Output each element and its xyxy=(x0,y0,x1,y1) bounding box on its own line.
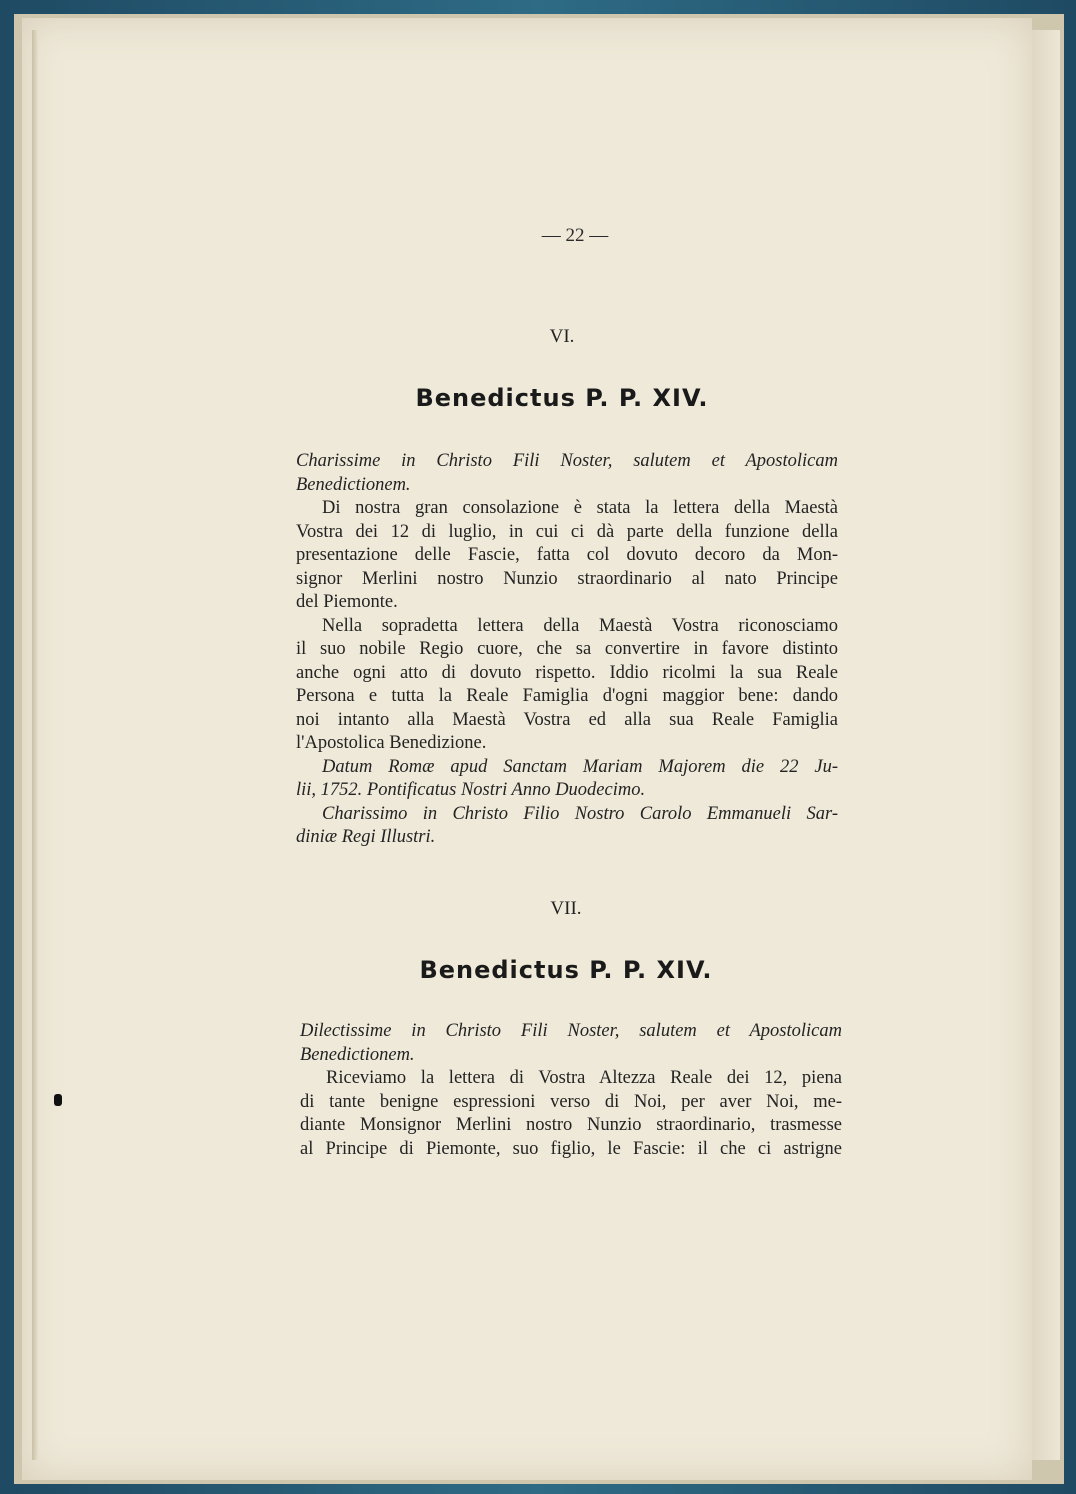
letter-vii-heading: Benedictus P. P. XIV. xyxy=(419,956,713,984)
section-number-vi: VI. xyxy=(549,326,575,347)
salutation-line: Dilectissime in Christo Fili Noster, salutem et Apostolicam xyxy=(300,1021,842,1041)
paragraph-line: Riceviamo la lettera di Vostra Altezza Reale dei 12, piena xyxy=(326,1068,842,1088)
paragraph-line: di tante benigne espressioni verso di Noi, per aver Noi, me- xyxy=(300,1091,842,1112)
paragraph-line: presentazione delle Fascie, fatta col dovuto decoro da Mon- xyxy=(296,545,838,565)
salutation-line: Benedictionem. xyxy=(296,474,411,495)
address-line: Charissimo in Christo Filio Nostro Carolo Emmanueli Sar- xyxy=(322,803,838,824)
address-line: diniæ Regi Illustri. xyxy=(296,827,436,847)
letter-vii-body xyxy=(300,1020,842,1161)
paragraph-line: Nella sopradetta lettera della Maestà Vostra riconosciamo xyxy=(322,615,838,636)
page-number: — 22 — xyxy=(541,225,609,246)
margin-mark xyxy=(54,1094,62,1106)
section-number-vii: VII. xyxy=(550,898,582,919)
salutation-line: Benedictionem. xyxy=(300,1044,415,1065)
paragraph-line: diante Monsignor Merlini nostro Nunzio straordinario, trasmesse xyxy=(300,1115,842,1135)
letter-vi-heading: Benedictus P. P. XIV. xyxy=(415,384,709,412)
paragraph-line: Di nostra gran consolazione è stata la lettera della Maestà xyxy=(322,498,838,518)
paragraph-line: del Piemonte. xyxy=(296,592,398,612)
letter-vi-body xyxy=(296,450,838,850)
datum-line: Datum Romæ apud Sanctam Mariam Majorem die 22 Ju- xyxy=(322,756,838,777)
datum-line: lii, 1752. Pontificatus Nostri Anno Duodecimo. xyxy=(296,780,646,800)
paragraph-line: il suo nobile Regio cuore, che sa convertire in favore distinto xyxy=(296,639,838,659)
salutation-line: Charissime in Christo Fili Noster, salutem et Apostolicam xyxy=(296,451,838,471)
paragraph-line: signor Merlini nostro Nunzio straordinario al nato Principe xyxy=(296,568,838,589)
paragraph-line: al Principe di Piemonte, suo figlio, le Fascie: il che ci astrigne xyxy=(300,1138,842,1159)
paragraph-line: Persona e tutta la Reale Famiglia d'ogni maggior bene: dando xyxy=(296,686,838,706)
paragraph-line: noi intanto alla Maestà Vostra ed alla sua Reale Famiglia xyxy=(296,709,838,730)
paragraph-line: Vostra dei 12 di luglio, in cui ci dà parte della funzione della xyxy=(296,521,838,542)
paragraph-line: anche ogni atto di dovuto rispetto. Iddio ricolmi la sua Reale xyxy=(296,662,838,683)
paragraph-line: l'Apostolica Benedizione. xyxy=(296,733,487,753)
